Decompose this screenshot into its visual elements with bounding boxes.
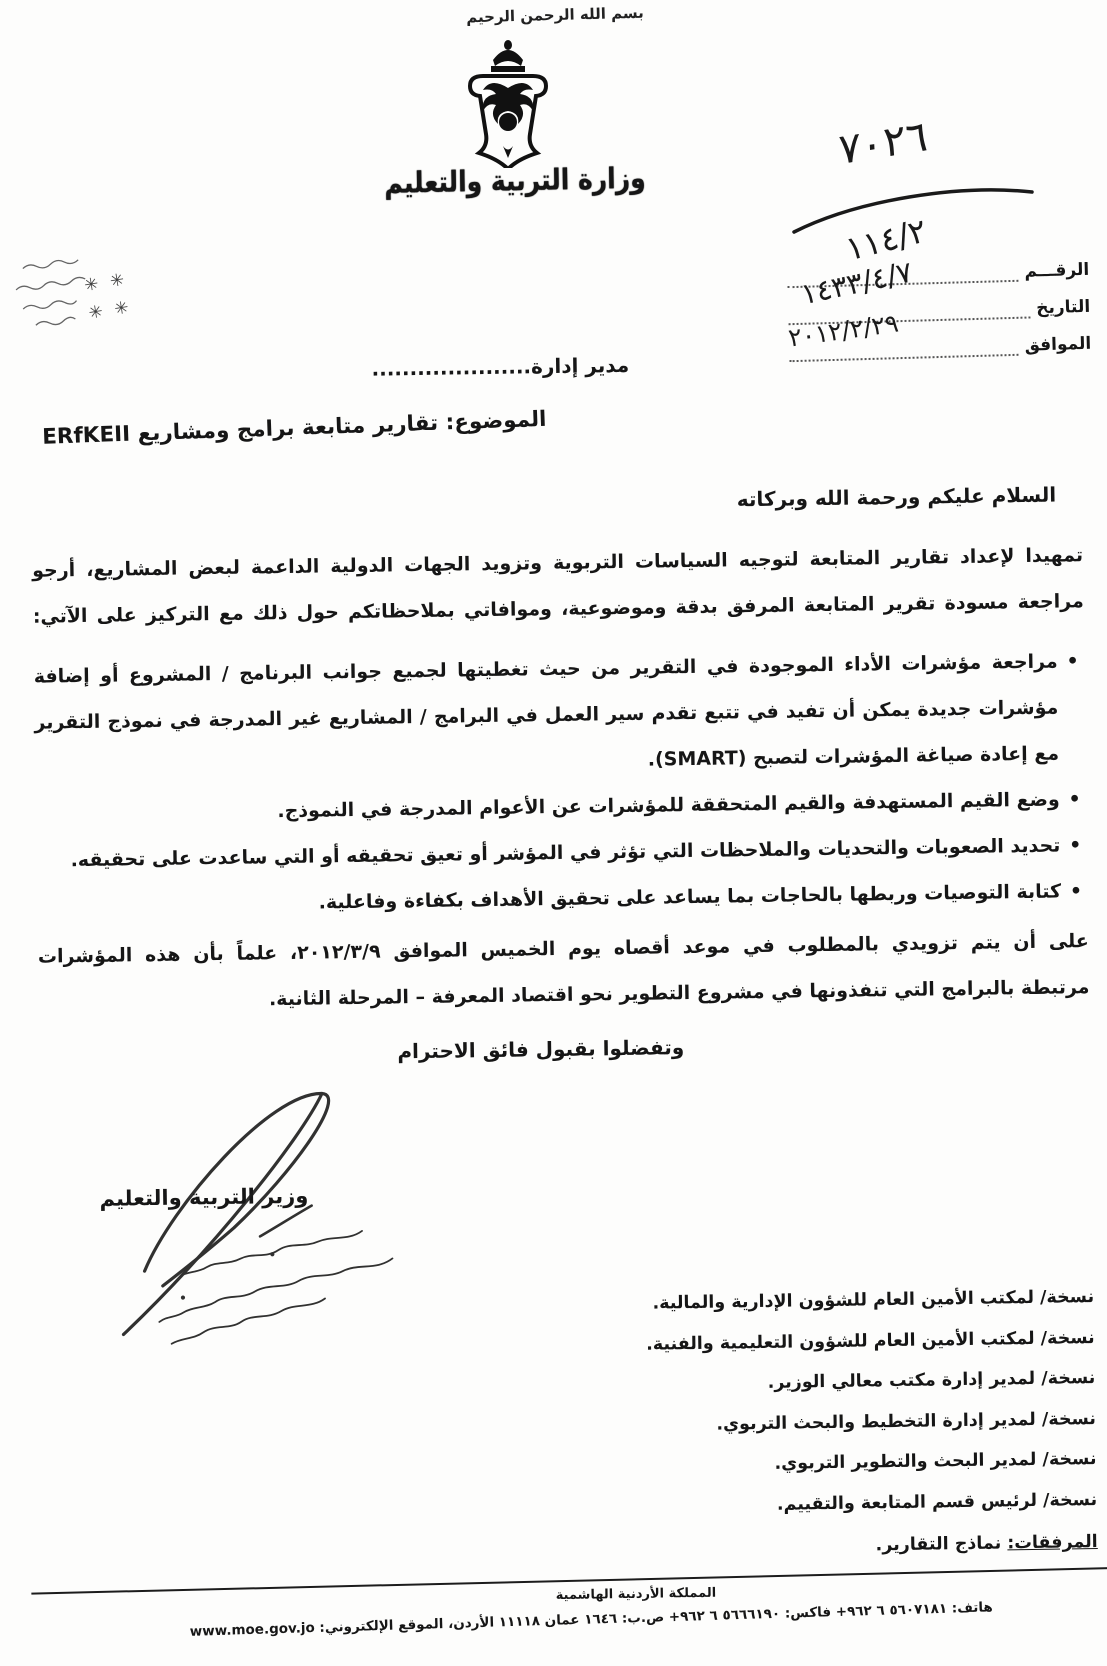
stamp-star-icon: ✳ <box>87 301 105 324</box>
subject-line: الموضوع: تقارير متابعة برامج ومشاريع ERfKEII <box>41 406 547 450</box>
bullet-item <box>33 638 1086 792</box>
bullet-list <box>33 638 1088 930</box>
intro-line: مراجعة مسودة تقرير المتابعة المرفق بدقة وموضوعية، وموافاتي بملاحظاتكم حول ذلك مع التركيز على الآتي: <box>32 590 1084 628</box>
bullet-marker-icon: • <box>1068 788 1081 811</box>
bullet-text: وضع القيم المستهدفة والقيم المتحققة للمؤشرات عن الأعوام المدرجة في النموذج. <box>277 788 1060 823</box>
closing-salutation-line: وتفضلوا بقبول فائق الاحترام <box>397 1035 685 1064</box>
stamp-star-icon: ✳ <box>82 274 101 297</box>
bullet-marker-icon: • <box>1069 834 1082 857</box>
handwritten-ref-number-value: ١١٤/٢ <box>841 210 931 269</box>
bullet-text: تحديد الصعوبات والتحديات والملاحظات التي تؤثر في المؤشر أو تعيق تحقيقه أو التي ساعدت على تحقيقه. <box>70 834 1061 872</box>
handwritten-signature <box>60 1061 464 1367</box>
footer-kingdom-name: المملكة الأردنية الهاشمية <box>555 1585 717 1604</box>
handwritten-hijri-date-value: ١٤٣٣/٤/٧ <box>797 254 916 312</box>
bullet-marker-icon: • <box>1069 880 1083 903</box>
attachments-line <box>875 1532 1097 1555</box>
ref-number-label: الرقـــم <box>1024 259 1090 282</box>
closing-paragraph <box>38 918 1090 1026</box>
closing-line: على أن يتم تزويدي بالمطلوب في موعد أقصاه يوم الخميس الموافق ٢٠١٢/٣/٩، علماً بأن هذه المؤشرات <box>37 930 1089 968</box>
closing-line: مرتبطة بالبرامج التي تنفذونها في مشروع التطوير نحو اقتصاد المعرفة – المرحلة الثانية. <box>268 976 1090 1011</box>
cc-item: نسخة/ لمكتب الأمين العام للشؤون الإدارية والمالية. <box>652 1287 1095 1314</box>
intro-line: تمهيدا لإعداد تقارير المتابعة لتوجيه السياسات التربوية وتزويد الجهات الدولية الداعمة لبعض المشاريع، أرجو <box>32 544 1084 582</box>
handwritten-gregorian-date-value: ٢٠١٢/٢/٢٩ <box>786 308 901 353</box>
attachments-label: المرفقات: <box>1007 1532 1098 1554</box>
ref-date-label: التاريخ <box>1035 296 1091 319</box>
cc-list <box>645 1287 1097 1537</box>
signature-title: وزير التربية والتعليم <box>99 1183 309 1211</box>
cc-item: نسخة/ لمدير البحث والتطوير التربوي. <box>774 1449 1097 1474</box>
ministry-name-calligraphy: وزارة التربية والتعليم <box>384 161 646 200</box>
handwritten-docket-number: ٧٠٢٦ <box>837 110 929 175</box>
bullet-text: مراجعة مؤشرات الأداء الموجودة في التقرير من حيث تغطيتها لجميع جوانب البرنامج / المشروع أو إضافة مؤشرات جديدة يمكن أن تفيد في تتبع تقدم سير العمل في البرامج / المشاريع غير المدرجة في نموذج التقرير مع إعادة صياغة المؤشرات لتصبح (SMART). <box>33 650 1060 771</box>
ref-agree-label: الموافق <box>1024 333 1092 356</box>
salutation-line: السلام عليكم ورحمة الله وبركاته <box>736 482 1057 512</box>
basmala-calligraphy: بسم الله الرحمن الرحيم <box>465 3 645 27</box>
bullet-marker-icon: • <box>1066 650 1079 673</box>
cc-item: نسخة/ لمدير إدارة التخطيط والبحث التربوي. <box>716 1408 1097 1435</box>
cc-item: نسخة/ لمكتب الأمين العام للشؤون التعليمية والفنية. <box>645 1327 1095 1355</box>
attachments-value: نماذج التقارير. <box>875 1533 1008 1556</box>
stamp-star-icon: ✳ <box>112 297 131 320</box>
stamp-star-icon: ✳ <box>108 270 126 292</box>
addressee-line: مدير إدارة..................... <box>371 352 630 381</box>
footer-contact-info: هاتف: ٥٦٠٧١٨١ ٦ ٩٦٢+ فاكس: ٥٦٦٦١٩٠ ٦ ٩٦٢+ ص.ب: ١٦٤٦ عمان ١١١١٨ الأردن، الموقع الإلكتروني: www.moe.gov.jo <box>189 1599 994 1640</box>
cc-item: نسخة/ لمدير إدارة مكتب معالي الوزير. <box>767 1368 1096 1393</box>
cc-item: نسخة/ لرئيس قسم المتابعة والتقييم. <box>776 1489 1098 1515</box>
letter-body <box>32 532 1090 1026</box>
bullet-text: كتابة التوصيات وربطها بالحاجات بما يساعد على تحقيق الأهداف بكفاءة وفاعلية. <box>318 880 1062 914</box>
